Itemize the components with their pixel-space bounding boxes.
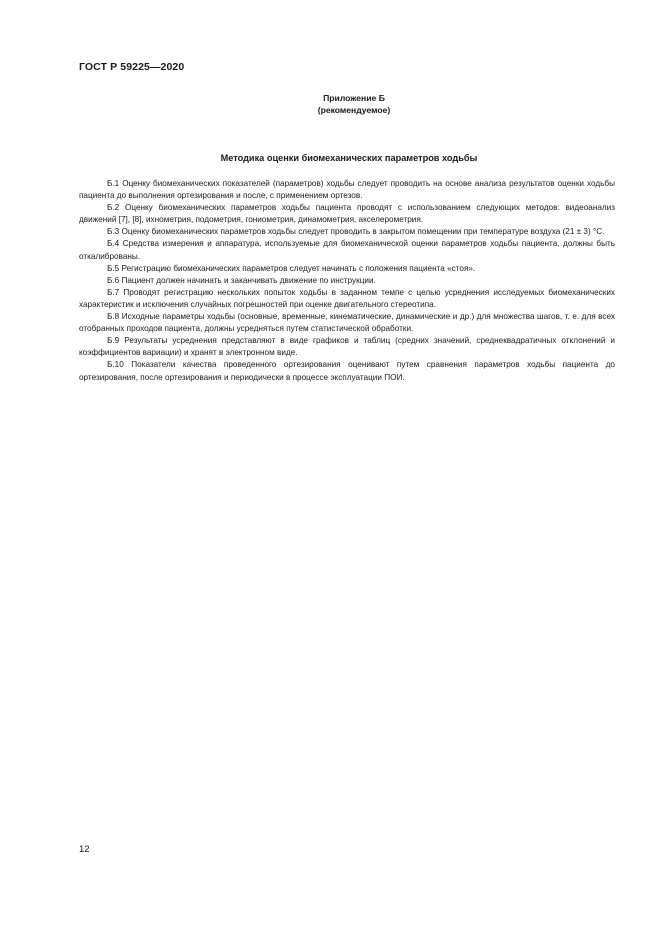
paragraph-b10: Б.10 Показатели качества проведенного ортезирования оценивают путем сравнения параметров ходьбы пациента до ортезирования, после ортезирования и периодически в процессе эксплуатации ПОИ. <box>79 360 615 382</box>
appendix-status: (рекомендуемое) <box>317 105 391 115</box>
paragraph-b1: Б.1 Оценку биомеханических показателей (параметров) ходьбы следует проводить на основе анализа результатов оценки ходьбы пациента до выполнения ортезирования и после, с применением ортезов. <box>79 179 615 201</box>
document-header-standard: ГОСТ Р 59225—2020 <box>79 61 185 73</box>
appendix-heading-block <box>284 92 424 116</box>
paragraph-b8: Б.8 Исходные параметры ходьбы (основные, временные, кинематические, динамические и др.) для множества шагов, т. е. для всех отобранных проходов пациента, должны усредняться путем статистической обработки. <box>79 312 615 334</box>
paragraph-b5: Б.5 Регистрацию биомеханических параметров следует начинать с положения пациента «стоя». <box>107 263 476 273</box>
page-number: 12 <box>79 844 90 855</box>
paragraph-b2: Б.2 Оценку биомеханических параметров ходьбы пациента проводят с использованием следующих методов: видеоанализ движений [7], [8], ихнометрия, подометрия, гониометрия, динамометрия, акселерометрия. <box>79 203 615 225</box>
paragraph-b9: Б.9 Результаты усреднения представляют в виде графиков и таблиц (средних значений, среднеквадратичных отклонений и коэффициентов вариации) и хранят в электронном виде. <box>79 336 615 358</box>
appendix-title: Приложение Б <box>323 93 385 103</box>
paragraph-b4: Б.4 Средства измерения и аппаратура, используемые для биомеханической оценки параметров ходьбы пациента, должны быть откалиброваны. <box>79 239 615 261</box>
section-title: Методика оценки биомеханических параметров ходьбы <box>220 153 478 163</box>
body-text <box>79 178 615 384</box>
paragraph-b3: Б.3 Оценку биомеханических параметров ходьбы следует проводить в закрытом помещении при температуре воздуха (21 ± 3) °С. <box>107 227 605 237</box>
paragraph-b6: Б.6 Пациент должен начинать и заканчивать движение по инструкции. <box>107 275 376 285</box>
paragraph-b7: Б.7 Проводят регистрацию нескольких попыток ходьбы в заданном темпе с целью усреднения исследуемых биомеханических характеристик и исключения случайных погрешностей при оценке двигательного стереотипа. <box>79 287 615 309</box>
